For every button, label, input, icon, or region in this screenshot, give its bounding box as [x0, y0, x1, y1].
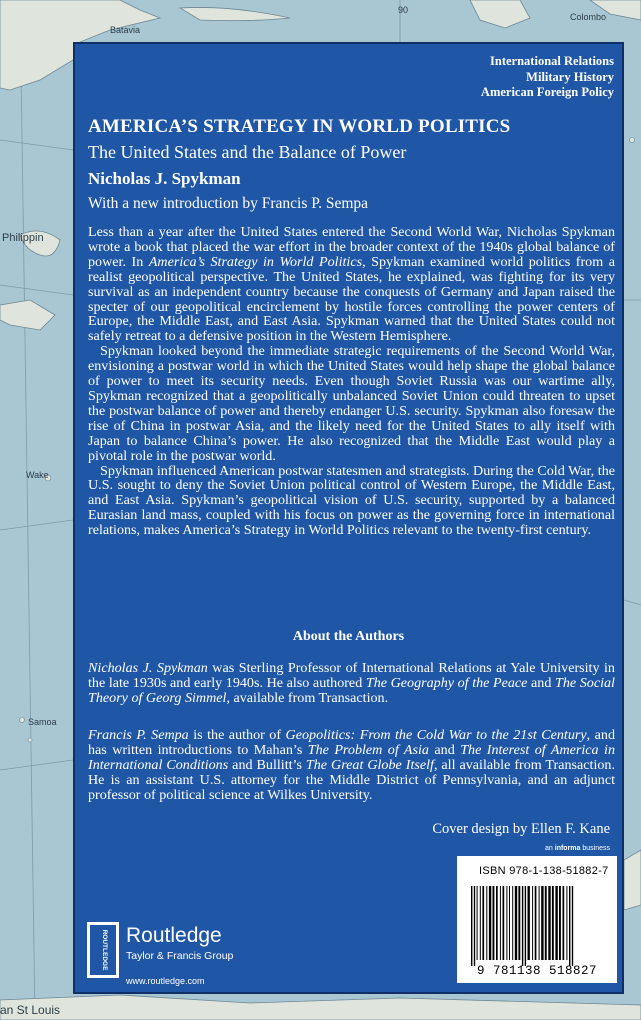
barcode-bar: [539, 886, 540, 960]
barcode-bar: [500, 886, 501, 960]
bio-spykman-text: Nicholas J. Spykman was Sterling Professor of International Relations at Yale University in the late 1930s and early 1940s. He also authored The Geography of the Peace and The Social Theory of Georg Simmel, available from Transaction.: [88, 660, 615, 706]
routledge-logo-icon: [87, 922, 119, 978]
bio-sempa: [88, 728, 615, 803]
subject-categories: [481, 54, 614, 101]
book-subtitle: The United States and the Balance of Power: [88, 142, 407, 162]
barcode-bar: [486, 886, 487, 960]
barcode-box: [457, 856, 617, 983]
barcode-bar: [518, 886, 520, 960]
barcode-bar: [480, 886, 481, 960]
barcode-bar: [541, 886, 543, 960]
barcode-bar: [489, 886, 491, 960]
isbn-label: ISBN 978-1-138-51882-7: [479, 865, 609, 877]
barcode-bar: [569, 886, 570, 966]
publisher-group: Taylor & Francis Group: [126, 950, 234, 962]
barcode-bar: [555, 886, 557, 960]
subject-military-history: Military History: [526, 69, 614, 84]
map-label-90: 90: [398, 5, 409, 15]
subject-american-foreign-policy: American Foreign Policy: [480, 85, 614, 99]
map-label-philippines: Philippin: [2, 232, 44, 244]
book-author: Nicholas J. Spykman: [88, 169, 241, 188]
barcode-bar: [535, 886, 537, 960]
barcode-number: 9 781138 518827: [476, 964, 598, 978]
informa-suffix: business: [580, 845, 610, 852]
barcode-bar: [471, 886, 472, 966]
informa-brand: informa: [554, 845, 581, 852]
informa-business-tag: [545, 845, 610, 852]
informa-prefix: an: [545, 845, 555, 852]
map-label-colombo: Colombo: [570, 12, 607, 22]
bio-sempa-text: Francis P. Sempa is the author of Geopolitics: From the Cold War to the 21st Century, and has written introductions to Mahan’s The Problem of Asia and The Interest of America in International Conditions and Bullitt’s The Great Globe Itself, all available from Transaction. He is an assistant U.S. attorney for the Middle District of Pennsylvania, and an adjunct professor of political science at Wilkes University.: [88, 727, 616, 803]
about-authors-heading: About the Authors: [292, 629, 405, 644]
barcode-bar: [552, 886, 554, 960]
barcode-bar: [548, 886, 550, 960]
barcode-bar: [503, 886, 505, 960]
barcode-icon: [471, 886, 603, 966]
book-title: AMERICA’S STRATEGY IN WORLD POLITICS: [88, 116, 511, 137]
blurb: [88, 225, 615, 538]
barcode-bar: [509, 886, 510, 960]
barcode-bar: [477, 886, 478, 960]
bio-spykman: [88, 661, 615, 706]
publisher-website[interactable]: www.routledge.com: [126, 976, 205, 986]
barcode-bar: [563, 886, 565, 960]
barcode-bar: [482, 886, 484, 960]
blurb-paragraph-3: Spykman influenced American postwar statesmen and strategists. During the Cold War, the U.S. sought to deny the Soviet Union political control of Western Europe, the Middle East, and East Asia. Spykman’s geopolitical vision of U.S. security, supported by a balanced Eurasian land mass, coupled with his focus on power as the governing force in international relations, makes America’s Strategy in World Politics relevant to the twenty-first century.: [88, 462, 615, 539]
barcode-bar: [545, 886, 547, 960]
blurb-paragraph-1: Less than a year after the United States entered the Second World War, Nicholas Spykman wrote a book that placed the war effort in the broader context of the 1940s global balance of power. In America’s Strategy in World Politics, Spykman examined world politics from a realist geopolitical perspective. The United States, he explained, was fighting for its very survival as an independent country because the conquests of Germany and Japan raised the specter of our geopolitical encirclement by hostile forces controlling the power centers of Europe, the Middle East, and East Asia. Spykman warned that the United States could not safely retreat to a defensive position in the Western Hemisphere.: [88, 224, 615, 345]
barcode-bar: [493, 886, 495, 960]
map-label-st-louis: an St Louis: [0, 1003, 61, 1017]
barcode-bar: [528, 886, 530, 960]
barcode-bar: [506, 886, 507, 960]
back-cover-panel: [73, 42, 624, 994]
barcode-bar: [525, 886, 526, 966]
barcode-bar: [474, 886, 475, 966]
publisher-name: Routledge: [126, 924, 222, 947]
barcode-bar: [559, 886, 561, 960]
barcode-bar: [522, 886, 523, 966]
cover-design-credit: Cover design by Ellen F. Kane: [432, 821, 610, 837]
barcode-bar: [532, 886, 533, 960]
map-label-samoa: Samoa: [28, 717, 57, 727]
blurb-paragraph-2: Spykman looked beyond the immediate strategic requirements of the Second World War, envisioning a postwar world in which the United States would help shape the global balance of power to meet its security needs. Even though Soviet Russia was our wartime ally, Spykman recognized that a geopolitically unbalanced Soviet Union could threaten to upset the postwar balance of power and thereby endanger U.S. security. Spykman also foresaw the rise of China in postwar Asia, and the likely need for the United States to ally itself with Japan to balance China’s power. He also recognized that the Middle East would play a pivotal role in the postwar world.: [88, 343, 615, 464]
introduction-credit: With a new introduction by Francis P. Sempa: [88, 195, 369, 212]
subject-international-relations: International Relations: [490, 54, 614, 68]
barcode-bar: [572, 886, 573, 966]
barcode-bar: [566, 886, 567, 960]
map-label-wake: Wake: [26, 470, 49, 480]
map-label-batavia: Batavia: [110, 25, 141, 35]
barcode-bar: [496, 886, 498, 960]
routledge-logo-text: ROUTLEDGE: [101, 929, 108, 971]
barcode-bar: [515, 886, 517, 960]
barcode-bar: [512, 886, 513, 960]
